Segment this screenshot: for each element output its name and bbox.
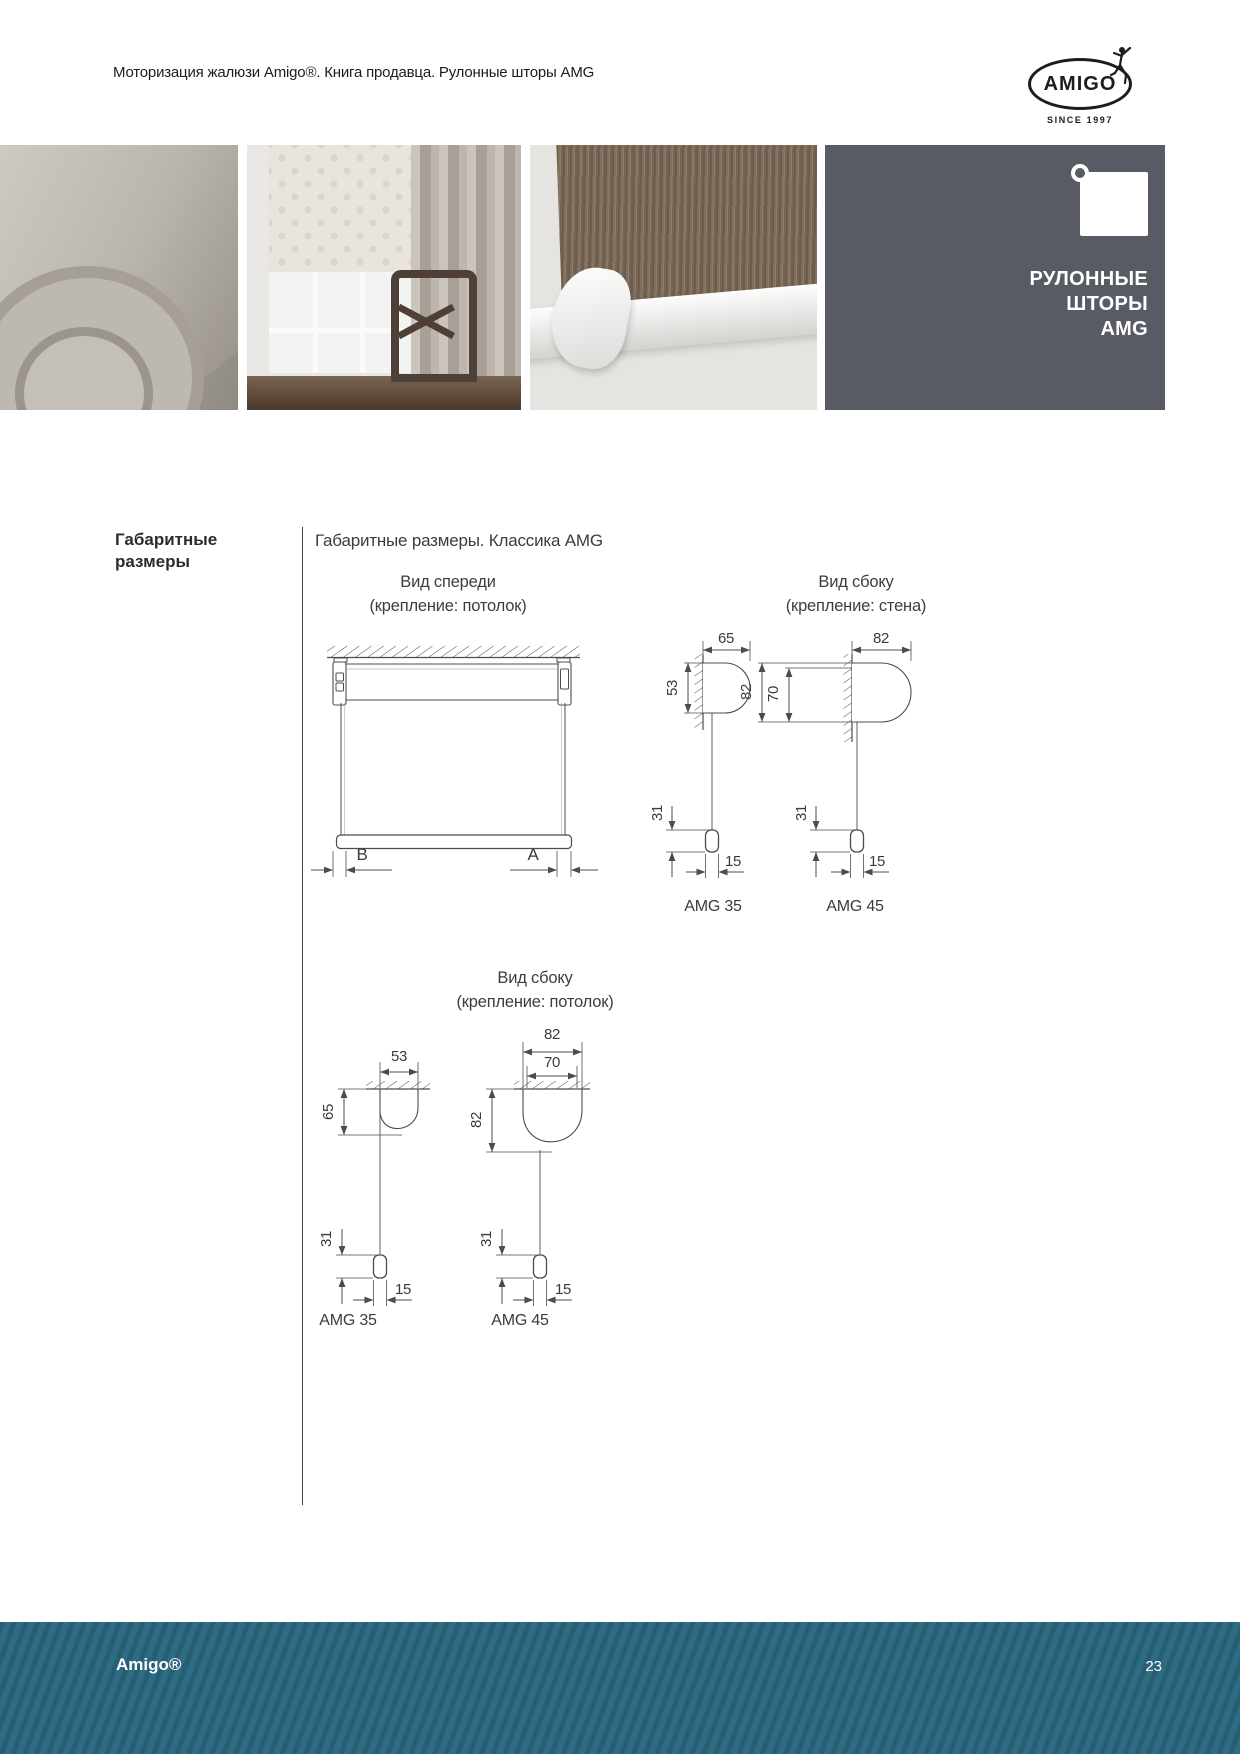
dim-ceil45-height: 82 xyxy=(468,1111,485,1129)
roller-shade-closeup-photo xyxy=(530,145,817,410)
sidebar-section-title: Габаритные размеры xyxy=(115,530,218,571)
dim-ceil45-weight: 15 xyxy=(554,1281,572,1298)
dim-ceil35-weight: 15 xyxy=(394,1281,412,1298)
dim-wall45-drop: 31 xyxy=(793,804,810,822)
category-panel xyxy=(825,145,1165,410)
dim-wall45-width: 82 xyxy=(872,630,890,647)
dim-wall35-height: 53 xyxy=(664,679,681,697)
amigo-logo xyxy=(1028,58,1160,125)
caption-wall-amg35: AMG 35 xyxy=(684,898,742,915)
dim-ceil45-drop: 31 xyxy=(478,1230,495,1248)
dim-ceil35-width: 53 xyxy=(390,1048,408,1065)
dim-wall35-weight: 15 xyxy=(724,853,742,870)
caption-ceil-amg45: AMG 45 xyxy=(491,1312,549,1329)
dim-ceil45-width-inner: 70 xyxy=(543,1054,561,1071)
floor-shape xyxy=(247,376,521,410)
roller-shade-icon xyxy=(1080,172,1148,236)
interior-window-photo xyxy=(247,145,521,410)
logo-ellipse xyxy=(1028,58,1132,110)
side-ceiling-view-title: Вид сбоку (крепление: потолок) xyxy=(456,969,614,1011)
side-wall-view-title: Вид сбоку (крепление: стена) xyxy=(785,573,927,615)
dim-ceil35-height: 65 xyxy=(320,1103,337,1121)
dim-wall45-weight: 15 xyxy=(868,853,886,870)
fabric-roll-photo xyxy=(0,145,238,410)
logo-brand-text: AMIGO xyxy=(1043,72,1117,95)
logo-since-text: SINCE 1997 xyxy=(1046,115,1114,125)
front-view-title: Вид спереди (крепление: потолок) xyxy=(369,573,527,615)
dim-wall35-drop: 31 xyxy=(649,804,666,822)
dim-label-a: A xyxy=(527,845,539,864)
front-view-drawing xyxy=(300,630,610,890)
caption-wall-amg45: AMG 45 xyxy=(826,898,884,915)
dancer-icon xyxy=(1109,45,1135,90)
footer-bar xyxy=(0,1622,1240,1754)
dim-ceil35-drop: 31 xyxy=(318,1230,335,1248)
dim-label-b: B xyxy=(356,845,368,864)
chair-shape xyxy=(391,270,477,382)
dim-wall45-height-outer: 82 xyxy=(738,683,755,701)
page-title: Моторизация жалюзи Amigo®. Книга продавца. Рулонные шторы AMG xyxy=(113,64,595,81)
dim-wall45-height-inner: 70 xyxy=(765,685,782,703)
footer-page-number: 23 xyxy=(1145,1658,1162,1675)
caption-ceil-amg35: AMG 35 xyxy=(319,1312,377,1329)
roller-blind-shape xyxy=(269,145,411,277)
dim-wall35-width: 65 xyxy=(717,630,735,647)
category-panel-title: РУЛОННЫЕ ШТОРЫ AMG xyxy=(1029,268,1148,340)
window-shape xyxy=(269,272,411,373)
section-heading: Габаритные размеры. Классика AMG xyxy=(315,531,603,550)
footer-brand: Amigo® xyxy=(116,1655,182,1674)
dim-ceil45-width-outer: 82 xyxy=(543,1026,561,1043)
